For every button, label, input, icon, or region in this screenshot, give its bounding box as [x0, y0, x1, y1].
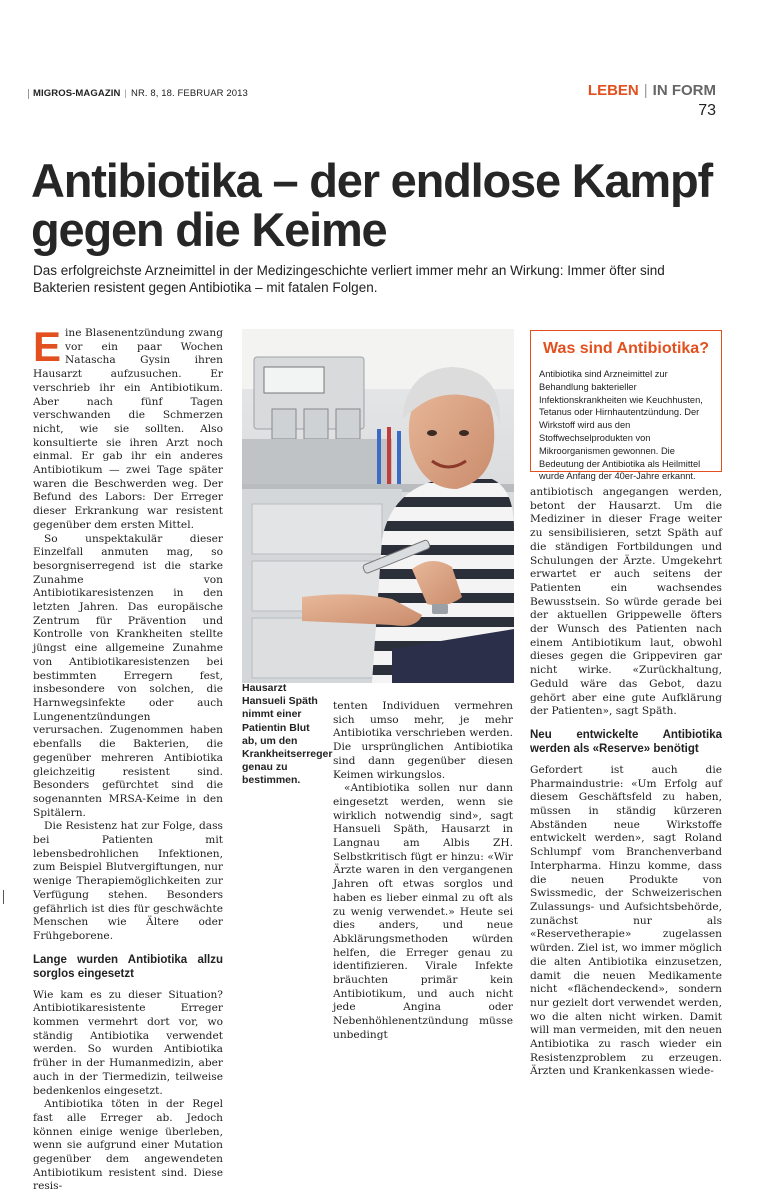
photo-illustration — [242, 329, 514, 683]
page-number: 73 — [698, 102, 716, 119]
subsection-label[interactable]: IN FORM — [652, 82, 716, 99]
issue-info: NR. 8, 18. FEBRUAR 2013 — [131, 88, 248, 99]
info-box-text: Antibiotika sind Arzneimittel zur Behandlung bakterieller Infektionskrankheiten wie Keuchhusten, Tetanus oder Hirnhautentzündung. Der Wirkstoff wird aus den Stoffwechselprodukten von Mikroorganismen gewonnen. Die Bedeutung der Antibiotika als Heilmittel wurde Anfang der 40er-Jahre erkannt. — [539, 369, 703, 482]
photo-caption: Hausarzt Hansueli Späth nimmt einer Patientin Blut ab, um den Krankheitserreger genau zu bestimmen. — [242, 682, 333, 787]
paragraph: Gefordert ist auch die Pharmaindustrie: «Um Erfolg auf diesem Geschäftsfeld zu haben, müssen in ständig kürzeren Abständen neue Wirkstoffe entwickelt werden», sagt Roland Schlumpf vom Branchenverband Interpharma. Hinzu komme, dass die neuen Produkte von Swissmedic, der Schweizerischen Zulassungs- und Aufsichtsbehörde, zunächst nur als «Reservetherapie» zugelassen würden. Ziel ist, wo immer möglich die alten Antibiotika einzusetzen, damit die neuen Medikamente nicht «flächendeckend», sondern nur gezielt dort verwendet werden, wo die alten nicht wirken. Damit will man vermeiden, mit den neuen Antibiotika zu rasch wieder ein Resistenzproblem zu erzeugen. Ärzten und Krankenkassen wiede- — [530, 763, 722, 1078]
paragraph: So unspektakulär dieser Einzelfall anmuten mag, so besorgniserregend ist die starke Zunahme von Antibiotikaresistenzen in den letzten Jahren. Das europäische Zentrum für Prävention und Kontrolle von Krankheiten stellte jüngst eine allgemeine Zunahme von Antibiotikaresistenzen bei bestimmten Erregern fest, insbesondere von solchen, die Harnwegsinfekte oder auch Lungenentzündungen verursachen. Zugenommen haben ebenfalls die Bakterien, die gegenüber mehreren Antibiotika gleichzeitig resistent sind. Besonders gefürchtet sind die sogenannten MRSA-Keime in den Spitälern. — [33, 532, 223, 819]
paragraph: «Antibiotika sollen nur dann eingesetzt werden, wenn sie wirklich notwendig sind», sagt Hansueli Späth, Hausarzt in Langnau am Albis ZH. Selbstkritisch fügt er hinzu: «Wir Ärzte waren in den vergangenen Jahren oft etwas sorglos und haben es lieber einmal zu oft als zu wenig verwendet.» Heute sei dies anders, und neue Abklärungsmethoden würden helfen, die Erreger genau zu identifizieren. Virale Infekte bräuchten primär kein Antibiotikum, und auch nicht jede Angina oder Nebenhöhlenentzündung müsse unbedingt — [333, 782, 513, 1041]
magazine-header — [33, 88, 248, 99]
article-column-1 — [33, 323, 223, 1194]
header-separator: | — [124, 88, 127, 99]
section-subhead: Lange wurden Antibiotika allzu sorglos eingesetzt — [33, 953, 223, 980]
drop-cap: E — [33, 323, 62, 370]
article-column-3 — [333, 700, 513, 1043]
paragraph: Die Resistenz hat zur Folge, dass bei Patienten mit lebensbedrohlichen Infektionen, zum Beispiel Blutvergiftungen, nur wenige Therapiemöglichkeiten zur Verfügung stehen. Besonders gefährlich ist dies für geschwächte Menschen wie Ältere oder Frühgeborene. — [33, 820, 223, 942]
paragraph: Wie kam es zu dieser Situation? Antibiotikaresistente Erreger kommen vermehrt dort vor, wo ständig Antibiotika verwendet werden. So wurden Antibiotika früher in der Humanmedizin, aber auch in der Tiermedizin, teilweise bedenkenlos eingesetzt. — [33, 988, 223, 1097]
crop-mark — [3, 890, 4, 904]
doctor-photo — [242, 329, 514, 683]
section-header — [588, 82, 716, 99]
paragraph: tenten Individuen vermehren sich umso mehr, je mehr Antibiotika verschrieben werden. Die ursprünglichen Antibiotika sind dann gegenüber diesen Keimen wirkungslos. — [333, 700, 513, 781]
article-column-4 — [530, 486, 722, 1079]
paragraph: antibiotisch angegangen werden, betont der Hausarzt. Um die Mediziner in dieser Frage weiter zu sensibilisieren, setzt Späth auf die ständigen Fortbildungen und Schulungen der Ärzte. Umgekehrt erwartet er auch seitens der Patienten ein wachsendes Bewusstsein. So würde gerade bei der aktuellen Grippewelle öfters der Wunsch des Patienten nach einem Antibiotikum laut, obwohl dieses gegen die Grippeviren gar nicht wirke. «Zurückhaltung, Geduld wäre das Gebot, dazu gehört aber eine gute Aufklärung der Patienten», sagt Späth. — [530, 486, 722, 718]
section-label[interactable]: LEBEN — [587, 82, 639, 99]
header-divider — [28, 89, 29, 99]
paragraph: Antibiotika töten in der Regel fast alle Erreger ab. Jedoch können einige wenige überleben, wenn sie aufgrund einer Mutation gegenüber dem angewendeten Antibiotikum resistent sind. Diese resis- — [33, 1098, 223, 1193]
article-lead: Das erfolgreichste Arzneimittel in der Medizingeschichte verliert immer mehr an Wirkung: Immer öfter sind Bakterien resistent gegen Antibiotika – mit fatalen Folgen. — [33, 263, 665, 295]
section-separator: | — [643, 82, 648, 99]
info-box — [530, 330, 722, 482]
magazine-name: MIGROS-MAGAZIN — [33, 88, 121, 99]
info-box-title: Was sind Antibiotika? — [543, 340, 709, 357]
article-headline: Antibiotika – der endlose Kampf gegen die Keime — [31, 154, 712, 256]
section-subhead: Neu entwickelte Antibiotika werden als «Reserve» benötigt — [530, 728, 722, 755]
paragraph: Eine Blasenentzündung zwang vor ein paar Wochen Natascha Gysin ihren Hausarzt aufzusuchen. Er verschrieb ihr ein Antibiotikum. Aber nach fünf Tagen verschwanden die Schmerzen nicht, wie sie sollten. Also konsultierte sie ihren Arzt noch einmal. Er gab ihr ein anderes Antibiotikum — zwei Tage später waren die Beschwerden weg. Der Befund des Labors: Der Erreger dieser Erkrankung war resistent gegenüber dem ersten Mittel. — [33, 323, 223, 531]
